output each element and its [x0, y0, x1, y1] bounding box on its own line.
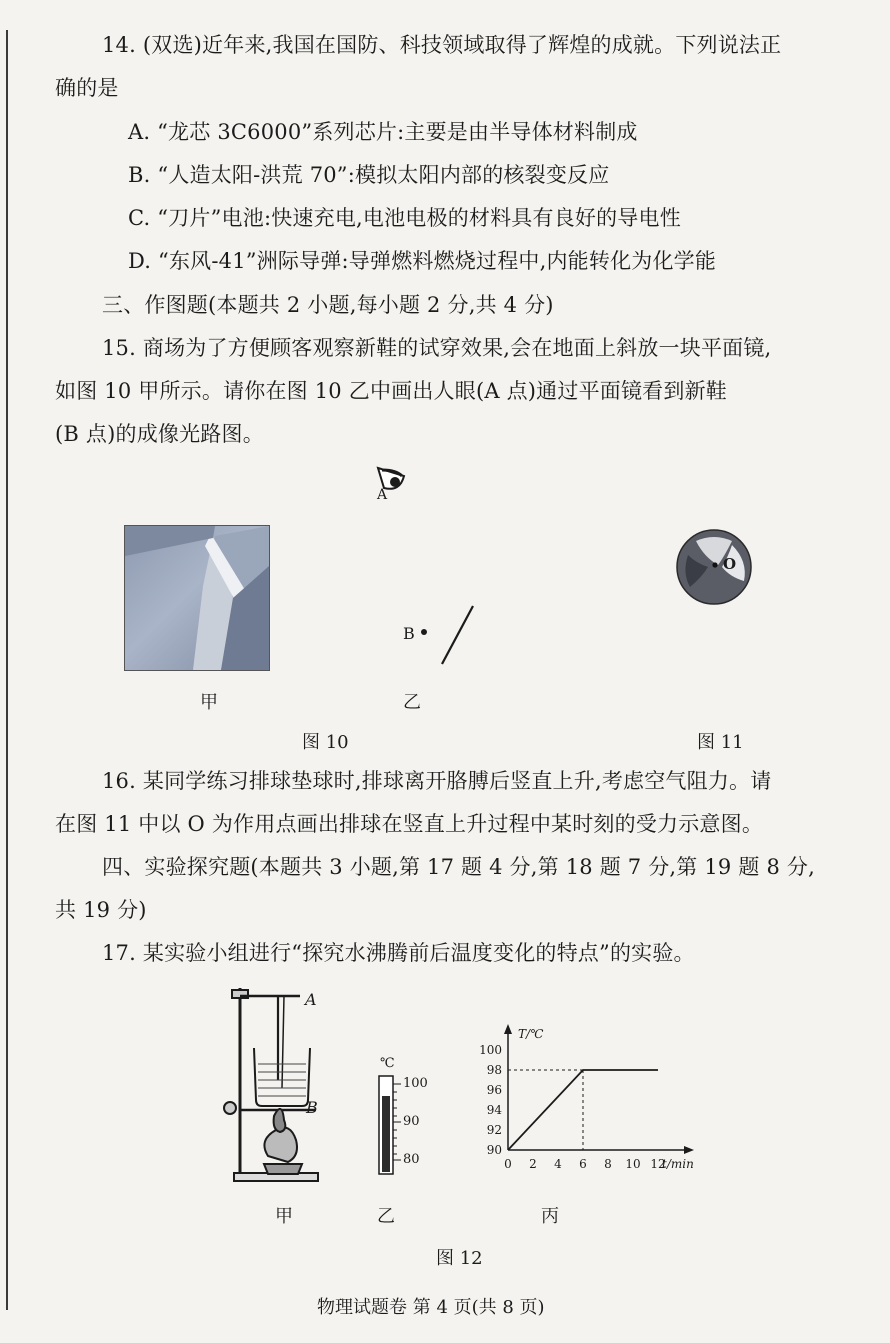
x-tick-label: 4	[554, 1157, 562, 1171]
q17-stem-line1: 17. 某实验小组进行“探究水沸腾前后温度变化的特点”的实验。	[102, 941, 695, 965]
q14-option-d: D. “东风-41”洲际导弹:导弹燃料燃烧过程中,内能转化为化学能	[128, 249, 717, 273]
fig12-label-b: B	[306, 1098, 318, 1117]
section4-heading-line1: 四、实验探究题(本题共 3 小题,第 17 题 4 分,第 18 题 7 分,第 19 题 8 分,	[102, 855, 815, 879]
y-tick-label: 92	[486, 1123, 502, 1137]
q14-stem-line2: 确的是	[55, 76, 119, 100]
fig10-mirror-and-point	[418, 600, 478, 670]
section4-heading-line2: 共 19 分)	[55, 898, 147, 922]
page-footer: 物理试题卷 第 4 页(共 8 页)	[317, 1297, 545, 1318]
point-b-dot	[421, 629, 427, 635]
section3-heading: 三、作图题(本题共 2 小题,每小题 2 分,共 4 分)	[102, 293, 554, 317]
y-tick-label: 94	[486, 1103, 502, 1117]
q14-option-b: B. “人造太阳-洪荒 70”:模拟太阳内部的核裂变反应	[128, 163, 610, 187]
x-tick-label: 2	[529, 1157, 537, 1171]
fig12-sub-jia: 甲	[275, 1206, 293, 1227]
fig11-caption: 图 11	[697, 732, 744, 753]
q15-stem-line1: 15. 商场为了方便顾客观察新鞋的试穿效果,会在地面上斜放一块平面镜,	[102, 336, 772, 360]
volleyball-icon	[674, 527, 754, 607]
y-tick-label: 90	[486, 1143, 502, 1157]
x-tick-label: 12	[650, 1157, 666, 1171]
thermo-tick-90: 90	[403, 1114, 420, 1129]
q14-option-c: C. “刀片”电池:快速充电,电池电极的材料具有良好的导电性	[128, 206, 681, 230]
y-axis-label: T/℃	[518, 1027, 544, 1041]
fig12-sub-yi: 乙	[377, 1206, 395, 1227]
x-tick-label: 0	[504, 1157, 512, 1171]
left-margin-rule	[6, 30, 8, 1310]
fig12-boiling-apparatus	[218, 980, 338, 1185]
fig12-temperature-chart	[470, 1015, 700, 1185]
x-tick-label: 8	[604, 1157, 612, 1171]
fig12-sub-bing: 丙	[541, 1206, 559, 1227]
fig10-point-b-label: B	[403, 624, 415, 643]
fig10-sub-yi: 乙	[403, 692, 421, 713]
fig11-point-o-label: O	[723, 555, 737, 573]
fig10-caption: 图 10	[302, 732, 349, 753]
fig12-label-a: A	[305, 990, 317, 1009]
thermo-tick-100: 100	[403, 1076, 428, 1091]
q15-stem-line2: 如图 10 甲所示。请你在图 10 乙中画出人眼(A 点)通过平面镜看到新鞋	[55, 379, 727, 403]
y-tick-label: 96	[486, 1083, 502, 1097]
y-axis-arrow	[504, 1024, 512, 1034]
x-axis-arrow	[684, 1146, 694, 1154]
fig10-point-a-label: A	[377, 487, 388, 503]
thermo-unit-label: ℃	[380, 1056, 395, 1071]
fig10-sub-jia: 甲	[200, 692, 218, 713]
q16-stem-line2: 在图 11 中以 O 为作用点画出排球在竖直上升过程中某时刻的受力示意图。	[55, 812, 764, 836]
q14-stem-line1: 14. (双选)近年来,我国在国防、科技领域取得了辉煌的成就。下列说法正	[102, 33, 782, 57]
fig12-caption: 图 12	[436, 1248, 483, 1269]
q16-stem-line1: 16. 某同学练习排球垫球时,排球离开胳膊后竖直上升,考虑空气阻力。请	[102, 769, 772, 793]
y-tick-label: 98	[486, 1063, 502, 1077]
fig10-mirror-photo	[124, 525, 270, 671]
plane-mirror-line	[442, 606, 473, 664]
thermo-tick-80: 80	[403, 1152, 420, 1167]
x-tick-label: 10	[625, 1157, 641, 1171]
q15-stem-line3: (B 点)的成像光路图。	[55, 422, 264, 446]
x-axis-label: t/min	[662, 1157, 694, 1171]
x-tick-label: 6	[579, 1157, 587, 1171]
q14-option-a: A. “龙芯 3C6000”系列芯片:主要是由半导体材料制成	[128, 120, 638, 144]
y-tick-label: 100	[479, 1043, 502, 1057]
